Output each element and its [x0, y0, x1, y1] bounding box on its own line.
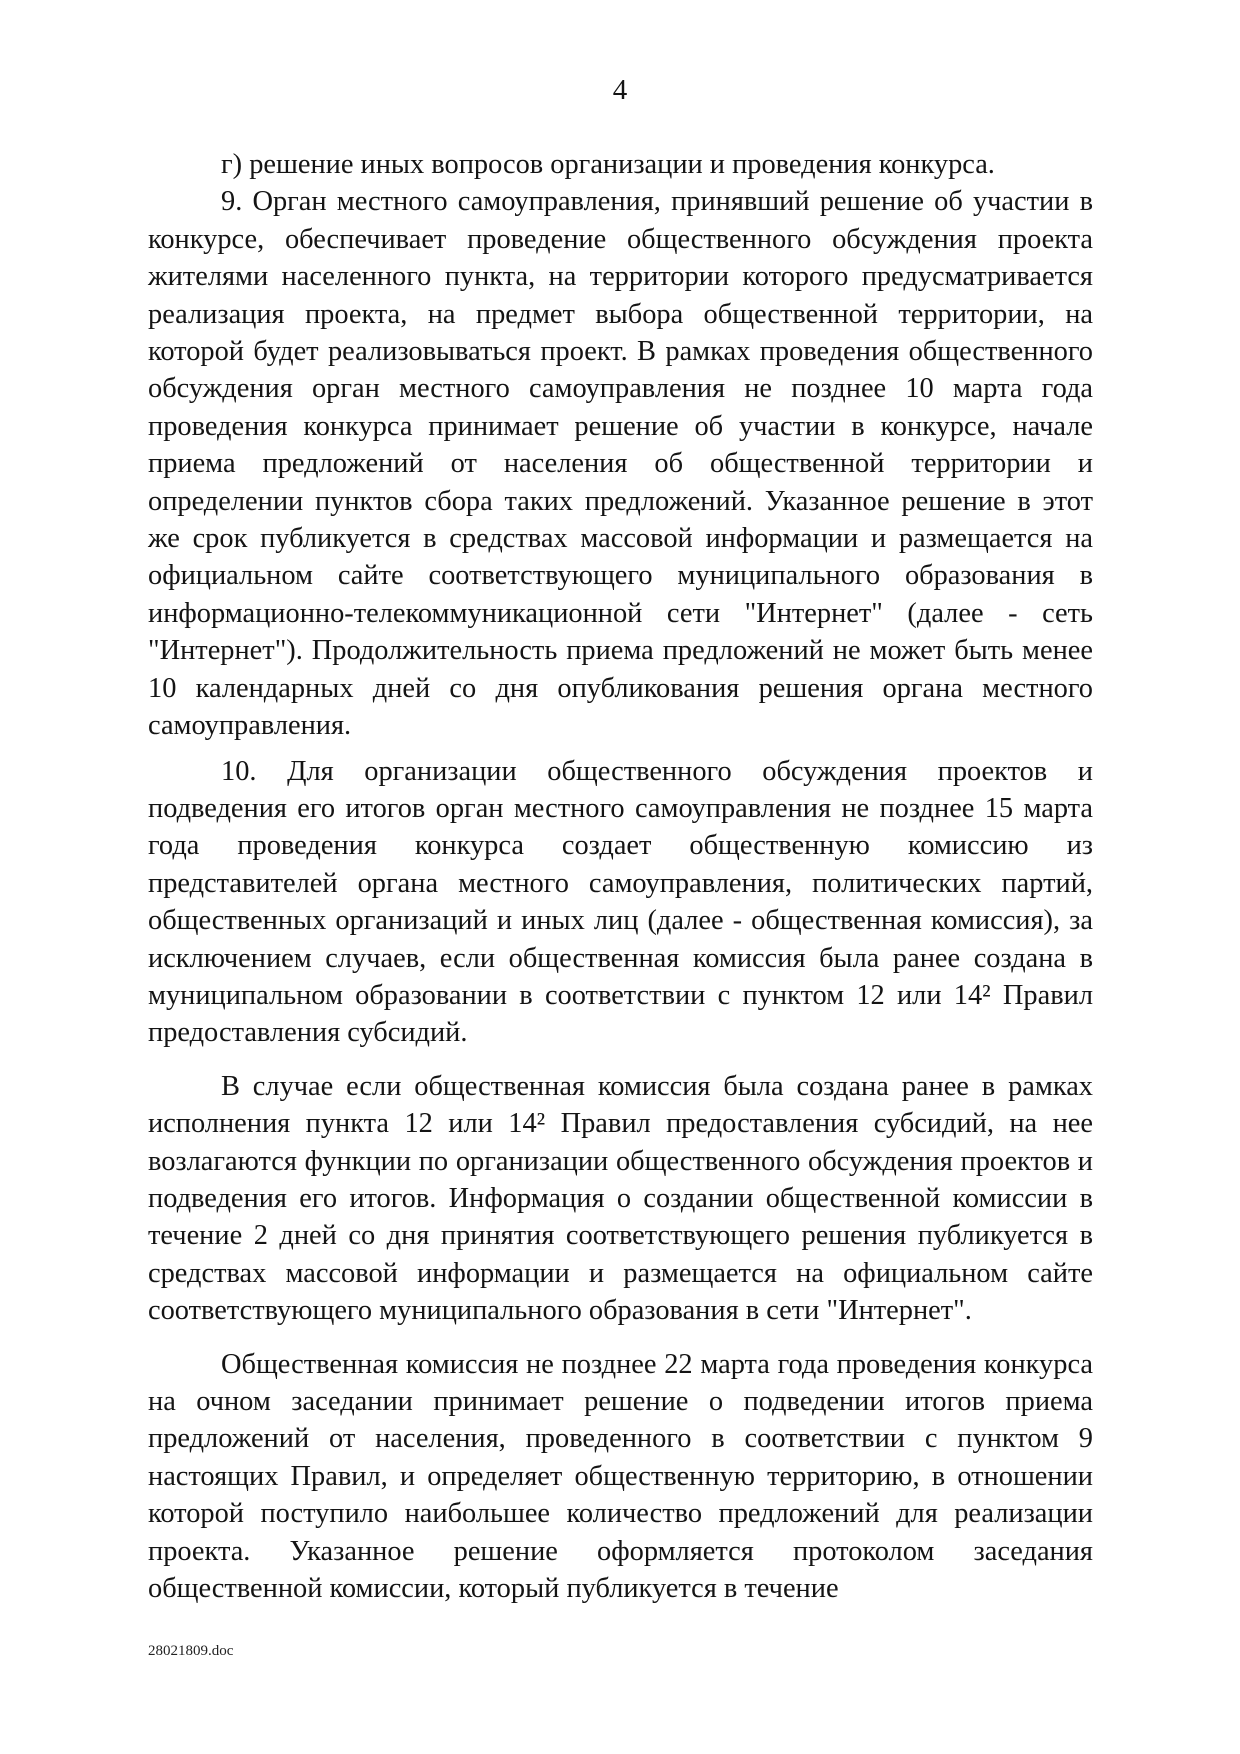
- paragraph-item-9: 9. Орган местного самоуправления, принявший решение об участии в конкурсе, обеспечивает проведение общественного обсуждения проекта жителями населенного пункта, на территории которого предусматривается реализация проекта, на предмет выбора общественной территории, на которой будет реализовываться проект. В рамках проведения общественного обсуждения орган местного самоуправления не позднее 10 марта года проведения конкурса принимает решение об участии в конкурсе, начале приема предложений от населения об общественной территории и определении пунктов сбора таких предложений. Указанное решение в этот же срок публикуется в средствах массовой информации и размещается на официальном сайте соответствующего муниципального образования в информационно-телекоммуникационной сети "Интернет" (далее - сеть "Интернет"). Продолжительность приема предложений не может быть менее 10 календарных дней со дня опубликования решения органа местного самоуправления.: [148, 186, 1093, 742]
- document-body: [148, 146, 1093, 1607]
- paragraph-subitem-g: г) решение иных вопросов организации и проведения конкурса.: [221, 149, 995, 180]
- page-number: 4: [612, 74, 628, 106]
- footer-document-code: 28021809.doc: [148, 1643, 234, 1659]
- paragraph-item-10: 10. Для организации общественного обсуждения проектов и подведения его итогов орган местного самоуправления не позднее 15 марта года проведения конкурса создает общественную комиссию из представителей органа местного самоуправления, политических партий, общественных организаций и иных лиц (далее - общественная комиссия), за исключением случаев, если общественная комиссия была ранее создана в муниципальном образовании в соответствии с пунктом 12 или 14² Правил предоставления субсидий.: [148, 755, 1093, 1049]
- paragraph-commission-existing: В случае если общественная комиссия была создана ранее в рамках исполнения пункта 12 или 14² Правил предоставления субсидий, на нее возлагаются функции по организации общественного обсуждения проектов и подведения его итогов. Информация о создании общественной комиссии в течение 2 дней со дня принятия соответствующего решения публикуется в средствах массовой информации и размещается на официальном сайте соответствующего муниципального образования в сети "Интернет".: [148, 1070, 1093, 1327]
- paragraph-commission-decision: Общественная комиссия не позднее 22 марта года проведения конкурса на очном заседании принимает решение о подведении итогов приема предложений от населения, проведенного в соответствии с пунктом 9 настоящих Правил, и определяет общественную территорию, в отношении которой поступило наибольшее количество предложений для реализации проекта. Указанное решение оформляется протоколом заседания общественной комиссии, который публикуется в течение: [148, 1348, 1093, 1605]
